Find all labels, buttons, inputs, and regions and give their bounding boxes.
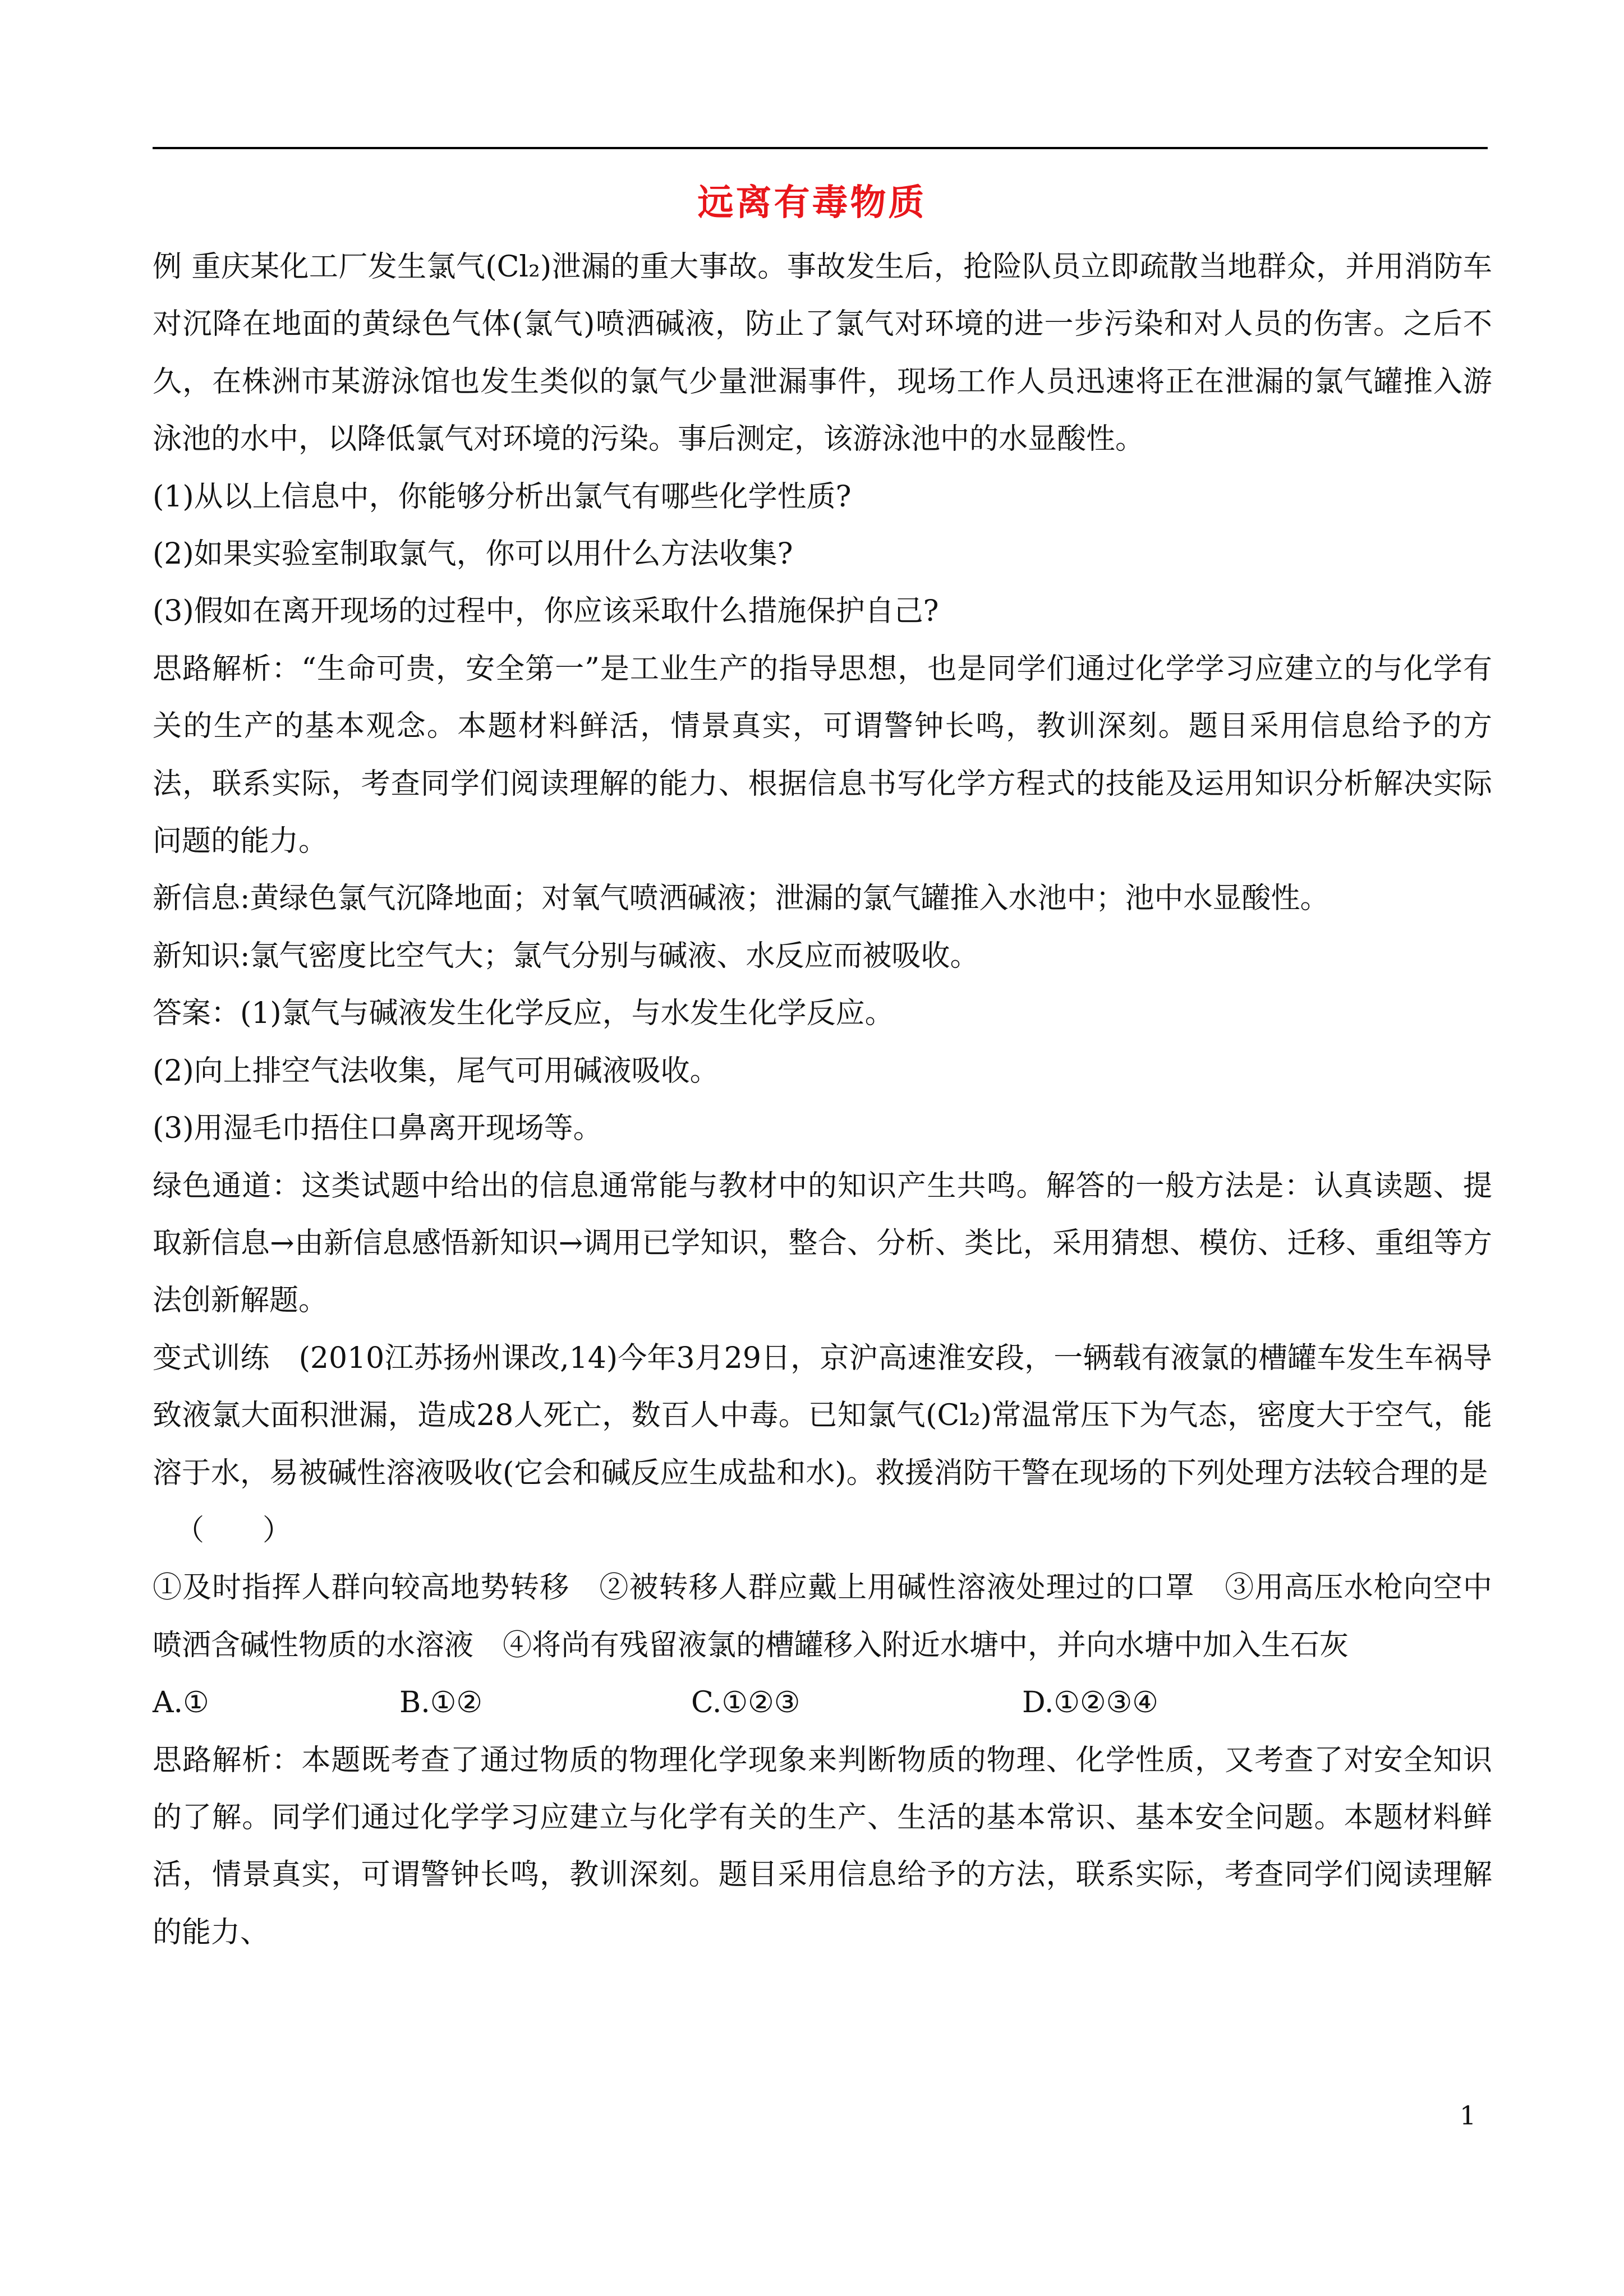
document-body	[153, 238, 1492, 1961]
page-title: 远离有毒物质	[697, 182, 927, 224]
option-c: C.①②③	[691, 1686, 801, 1720]
example-paragraph: 例 重庆某化工厂发生氯气(Cl₂)泄漏的重大事故。事故发生后，抢险队员立即疏散当地群众，并用消防车对沉降在地面的黄绿色气体(氯气)喷洒碱液，防止了氯气对环境的进一步污染和对人员的伤害。之后不久，在株洲市某游泳馆也发生类似的氯气少量泄漏事件，现场工作人员迅速将正在泄漏的氯气罐推入游泳池的水中，以降低氯气对环境的污染。事后测定，该游泳池中的水显酸性。	[153, 250, 1492, 457]
answer-bracket: （ ）	[175, 1513, 292, 1547]
analysis-paragraph: 思路解析：“生命可贵，安全第一”是工业生产的指导思想，也是同学们通过化学学习应建立的与化学有关的生产的基本观念。本题材料鲜活，情景真实，可谓警钟长鸣，教训深刻。题目采用信息给予的方法，联系实际，考查同学们阅读理解的能力、根据信息书写化学方程式的技能及运用知识分析解决实际问题的能力。	[153, 652, 1492, 859]
option-d: D.①②③④	[1022, 1686, 1158, 1720]
variant-analysis-paragraph: 思路解析：本题既考查了通过物质的物理化学现象来判断物质的物理、化学性质，又考查了对安全知识的了解。同学们通过化学学习应建立与化学有关的生产、生活的基本常识、基本安全问题。本题材料鲜活，情景真实，可谓警钟长鸣，教训深刻。题目采用信息给予的方法，联系实际，考查同学们阅读理解的能力、	[153, 1743, 1492, 1949]
statements-paragraph: ①及时指挥人群向较高地势转移 ②被转移人群应戴上用碱性溶液处理过的口罩 ③用高压水枪向空中喷洒含碱性物质的水溶液 ④将尚有残留液氯的槽罐移入附近水塘中，并向水塘中加入生石灰	[153, 1571, 1492, 1662]
new-info-paragraph: 新信息:黄绿色氯气沉降地面；对氧气喷洒碱液；泄漏的氯气罐推入水池中；池中水显酸性。	[153, 882, 1329, 916]
answer-1: 答案：(1)氯气与碱液发生化学反应，与水发生化学反应。	[153, 997, 894, 1031]
question-3: (3)假如在离开现场的过程中，你应该采取什么措施保护自己?	[153, 594, 939, 629]
answer-3: (3)用湿毛巾捂住口鼻离开现场等。	[153, 1112, 602, 1146]
option-a: A.①	[153, 1686, 209, 1720]
answer-2: (2)向上排空气法收集，尾气可用碱液吸收。	[153, 1054, 719, 1088]
variant-training-paragraph: 变式训练 (2010江苏扬州课改,14)今年3月29日，京沪高速淮安段，一辆载有液氯的槽罐车发生车祸导致液氯大面积泄漏，造成28人死亡，数百人中毒。已知氯气(Cl₂)常温常压下为气态，密度大于空气，能溶于水，易被碱性溶液吸收(它会和碱反应生成盐和水)。救援消防干警在现场的下列处理方法较合理的是	[153, 1341, 1492, 1490]
option-b: B.①②	[399, 1686, 482, 1720]
new-knowledge-paragraph: 新知识:氯气密度比空气大；氯气分别与碱液、水反应而被吸收。	[153, 939, 979, 973]
question-1: (1)从以上信息中，你能够分析出氯气有哪些化学性质?	[153, 480, 852, 514]
page-number: 1	[1460, 2100, 1476, 2131]
question-2: (2)如果实验室制取氯气，你可以用什么方法收集?	[153, 537, 793, 571]
choice-options	[153, 1674, 1492, 1731]
green-channel-paragraph: 绿色通道：这类试题中给出的信息通常能与教材中的知识产生共鸣。解答的一般方法是：认真读题、提取新信息→由新信息感悟新知识→调用已学知识，整合、分析、类比，采用猜想、模仿、迁移、重组等方法创新解题。	[153, 1169, 1492, 1318]
header-rule	[153, 147, 1488, 149]
